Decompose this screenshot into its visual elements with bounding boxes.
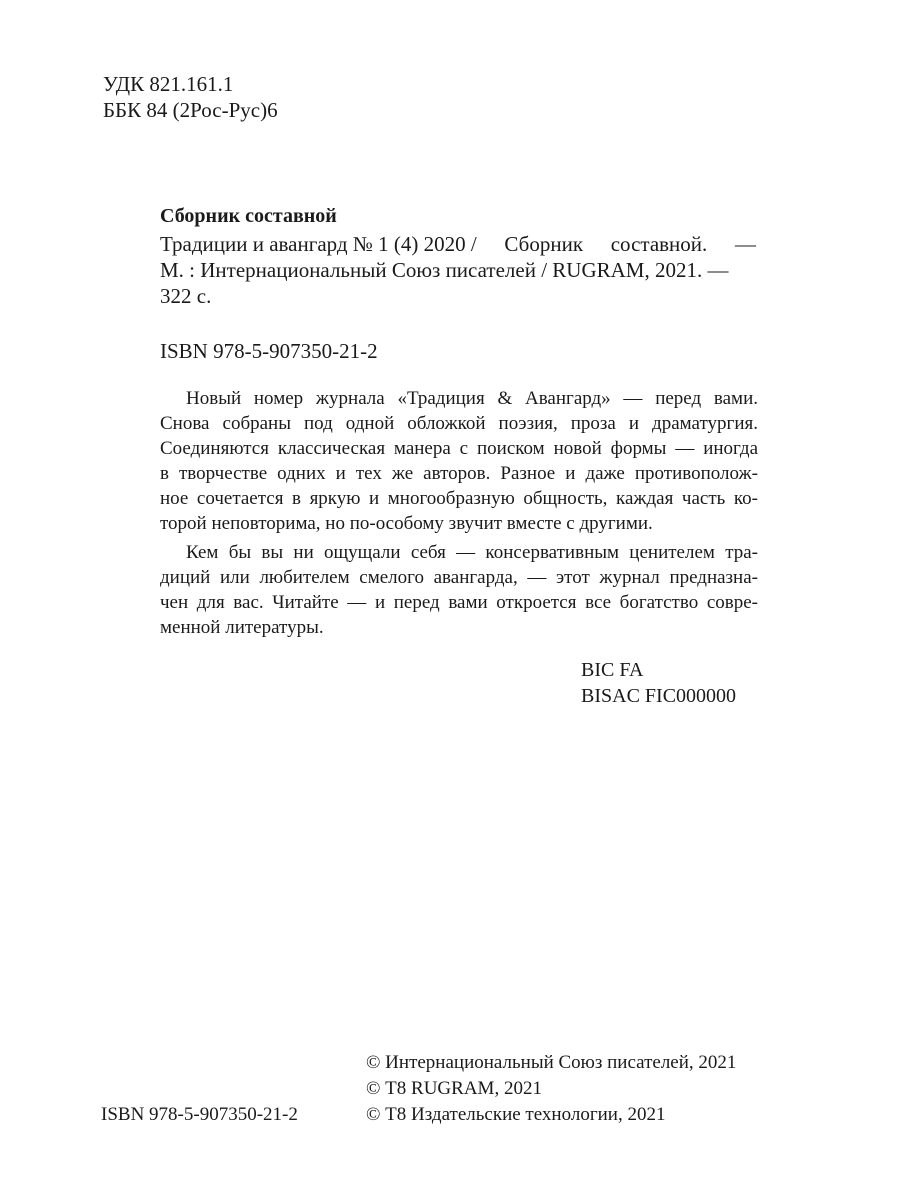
annotation-line: Снова собраны под одной обложкой поэзия, проза и драматургия. xyxy=(160,413,758,434)
annotation-line: диций или любителем смелого авангарда, — этот журнал предназна- xyxy=(160,567,758,588)
annotation xyxy=(160,386,758,640)
biblio-word: составной. xyxy=(610,232,708,256)
isbn-bottom: ISBN 978-5-907350-21-2 xyxy=(101,1104,298,1125)
udk-code: УДК 821.161.1 xyxy=(103,72,234,96)
copyright-line: © Т8 RUGRAM, 2021 xyxy=(366,1078,542,1099)
annotation-line: Новый номер журнала «Традиция & Авангард» — перед вами. xyxy=(186,388,758,409)
biblio-line: М. : Интернациональный Союз писателей / RUGRAM, 2021. — xyxy=(160,258,729,282)
bisac-code: BISAC FIC000000 xyxy=(581,685,737,707)
copyright-line: © Т8 Издательские технологии, 2021 xyxy=(366,1104,666,1125)
bibliographic-description xyxy=(160,231,756,309)
bbk-code: ББК 84 (2Рос-Рус)6 xyxy=(103,98,278,122)
biblio-dash: — xyxy=(734,232,756,256)
annotation-line: торой неповторима, но по-особому звучит вместе с другими. xyxy=(160,513,653,534)
annotation-line: чен для вас. Читайте — и перед вами откроется все богатство совре- xyxy=(160,592,758,613)
annotation-line: в творчестве одних и тех же авторов. Разное и даже противополож- xyxy=(160,463,758,484)
biblio-title-part: Традиции и авангард № 1 (4) 2020 / xyxy=(160,232,477,256)
annotation-line: Соединяются классическая манера с поиском новой формы — иногда xyxy=(160,438,758,459)
annotation-paragraph-2 xyxy=(160,540,758,640)
biblio-line: 322 с. xyxy=(160,284,212,308)
bic-code: BIC FA xyxy=(581,659,644,681)
copyright-line: © Интернациональный Союз писателей, 2021 xyxy=(366,1052,737,1073)
annotation-paragraph-1 xyxy=(160,386,758,536)
biblio-word: Сборник xyxy=(504,232,584,256)
annotation-line: Кем бы вы ни ощущали себя — консервативным ценителем тра- xyxy=(186,542,758,563)
annotation-line: ное сочетается в яркую и многообразную общность, каждая часть ко- xyxy=(160,488,758,509)
biblio-line xyxy=(160,231,756,257)
record-heading: Сборник составной xyxy=(160,205,337,227)
isbn-top: ISBN 978-5-907350-21-2 xyxy=(160,339,378,363)
annotation-line: менной литературы. xyxy=(160,617,324,638)
